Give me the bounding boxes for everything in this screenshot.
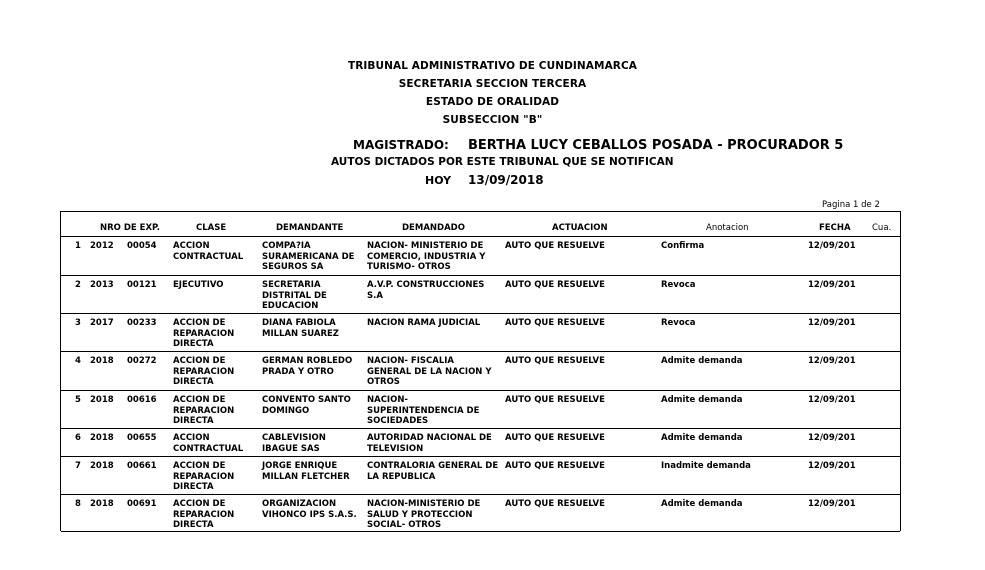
- row-demandante: COMPA?IA SURAMERICANA DE SEGUROS SA: [262, 241, 355, 272]
- row-actuacion: AUTO QUE RESUELVE: [505, 499, 605, 509]
- row-number: 8: [75, 499, 81, 509]
- col-header-nro: NRO DE EXP.: [100, 223, 160, 233]
- row-clase: ACCION DE REPARACION DIRECTA: [173, 356, 235, 387]
- row-demandante: CABLEVISION IBAGUE SAS: [262, 433, 326, 454]
- row-expediente: 00121: [127, 280, 157, 290]
- row-clase: ACCION DE REPARACION DIRECTA: [173, 499, 235, 530]
- row-actuacion: AUTO QUE RESUELVE: [505, 280, 605, 290]
- row-year: 2012: [90, 241, 114, 251]
- row-actuacion: AUTO QUE RESUELVE: [505, 241, 605, 251]
- row-separator: [61, 351, 900, 352]
- row-actuacion: AUTO QUE RESUELVE: [505, 318, 605, 328]
- row-expediente: 00616: [127, 395, 157, 405]
- row-fecha: 12/09/201: [808, 499, 856, 509]
- row-anotacion: Admite demanda: [661, 433, 743, 443]
- row-number: 1: [75, 241, 81, 251]
- row-anotacion: Admite demanda: [661, 395, 743, 405]
- row-anotacion: Revoca: [661, 318, 696, 328]
- subseccion-title: SUBSECCION "B": [442, 114, 543, 126]
- col-header-fecha: FECHA: [819, 223, 851, 233]
- row-clase: EJECUTIVO: [173, 280, 224, 290]
- row-actuacion: AUTO QUE RESUELVE: [505, 356, 605, 366]
- row-demandado: A.V.P. CONSTRUCCIONES S.A: [367, 280, 485, 301]
- row-demandado: NACION- MINISTERIO DE COMERCIO, INDUSTRIA Y TURISMO- OTROS: [367, 241, 486, 272]
- row-demandado: NACION RAMA JUDICIAL: [367, 318, 481, 328]
- row-year: 2018: [90, 433, 114, 443]
- row-actuacion: AUTO QUE RESUELVE: [505, 395, 605, 405]
- row-anotacion: Revoca: [661, 280, 696, 290]
- row-clase: ACCION CONTRACTUAL: [173, 433, 244, 454]
- row-year: 2018: [90, 395, 114, 405]
- row-year: 2017: [90, 318, 114, 328]
- row-number: 3: [75, 318, 81, 328]
- magistrado-label: MAGISTRADO:: [353, 138, 449, 152]
- row-separator: [61, 494, 900, 495]
- row-actuacion: AUTO QUE RESUELVE: [505, 433, 605, 443]
- row-clase: ACCION DE REPARACION DIRECTA: [173, 395, 235, 426]
- row-separator: [61, 275, 900, 276]
- col-header-actuacion: ACTUACION: [552, 223, 608, 233]
- row-year: 2018: [90, 461, 114, 471]
- row-anotacion: Inadmite demanda: [661, 461, 751, 471]
- secretaria-title: SECRETARIA SECCION TERCERA: [398, 78, 587, 90]
- row-demandado: NACION- FISCALIA GENERAL DE LA NACION Y OTROS: [367, 356, 492, 387]
- row-demandante: CONVENTO SANTO DOMINGO: [262, 395, 351, 416]
- row-anotacion: Admite demanda: [661, 499, 743, 509]
- page-counter: Pagina 1 de 2: [822, 200, 880, 210]
- estado-title: ESTADO DE ORALIDAD: [425, 96, 560, 108]
- row-clase: ACCION DE REPARACION DIRECTA: [173, 318, 235, 349]
- row-expediente: 00691: [127, 499, 157, 509]
- row-year: 2018: [90, 499, 114, 509]
- row-actuacion: AUTO QUE RESUELVE: [505, 461, 605, 471]
- row-fecha: 12/09/201: [808, 280, 856, 290]
- row-expediente: 00233: [127, 318, 157, 328]
- col-header-anotacion: Anotacion: [706, 223, 749, 233]
- row-clase: ACCION DE REPARACION DIRECTA: [173, 461, 235, 492]
- row-separator: [61, 313, 900, 314]
- row-fecha: 12/09/201: [808, 461, 856, 471]
- autos-table: [60, 211, 901, 531]
- table-top-border: [61, 211, 900, 212]
- row-demandado: CONTRALORIA GENERAL DE LA REPUBLICA: [367, 461, 499, 482]
- row-fecha: 12/09/201: [808, 241, 856, 251]
- row-separator: [61, 428, 900, 429]
- row-demandado: NACION- SUPERINTENDENCIA DE SOCIEDADES: [367, 395, 480, 426]
- row-number: 7: [75, 461, 81, 471]
- magistrado-name: BERTHA LUCY CEBALLOS POSADA - PROCURADOR 5: [468, 138, 844, 153]
- row-fecha: 12/09/201: [808, 356, 856, 366]
- row-anotacion: Admite demanda: [661, 356, 743, 366]
- row-clase: ACCION CONTRACTUAL: [173, 241, 244, 262]
- row-fecha: 12/09/201: [808, 318, 856, 328]
- row-number: 2: [75, 280, 81, 290]
- row-fecha: 12/09/201: [808, 433, 856, 443]
- row-demandante: DIANA FABIOLA MILLAN SUAREZ: [262, 318, 339, 339]
- row-fecha: 12/09/201: [808, 395, 856, 405]
- row-number: 6: [75, 433, 81, 443]
- autos-notice: AUTOS DICTADOS POR ESTE TRIBUNAL QUE SE NOTIFICAN: [331, 156, 674, 168]
- col-header-cua: Cua.: [872, 223, 892, 233]
- court-title: TRIBUNAL ADMINISTRATIVO DE CUNDINAMARCA: [347, 60, 638, 72]
- row-demandado: AUTORIDAD NACIONAL DE TELEVISION: [367, 433, 492, 454]
- row-separator: [61, 456, 900, 457]
- row-demandante: GERMAN ROBLEDO PRADA Y OTRO: [262, 356, 353, 377]
- row-expediente: 00655: [127, 433, 157, 443]
- row-year: 2013: [90, 280, 114, 290]
- row-expediente: 00272: [127, 356, 157, 366]
- row-demandado: NACION-MINISTERIO DE SALUD Y PROTECCION SOCIAL- OTROS: [367, 499, 481, 530]
- row-separator: [61, 531, 900, 532]
- row-year: 2018: [90, 356, 114, 366]
- hoy-label: HOY: [425, 174, 452, 187]
- header-separator: [61, 236, 900, 237]
- row-expediente: 00661: [127, 461, 157, 471]
- row-number: 4: [75, 356, 81, 366]
- hoy-date: 13/09/2018: [468, 173, 544, 187]
- row-separator: [61, 390, 900, 391]
- col-header-demandante: DEMANDANTE: [276, 223, 344, 233]
- col-header-clase: CLASE: [196, 223, 227, 233]
- row-expediente: 00054: [127, 241, 157, 251]
- row-anotacion: Confirma: [661, 241, 705, 251]
- row-number: 5: [75, 395, 81, 405]
- row-demandante: SECRETARIA DISTRITAL DE EDUCACION: [262, 280, 327, 311]
- row-demandante: JORGE ENRIQUE MILLAN FLETCHER: [262, 461, 350, 482]
- row-demandante: ORGANIZACION VIHONCO IPS S.A.S.: [262, 499, 357, 520]
- col-header-demandado: DEMANDADO: [402, 223, 465, 233]
